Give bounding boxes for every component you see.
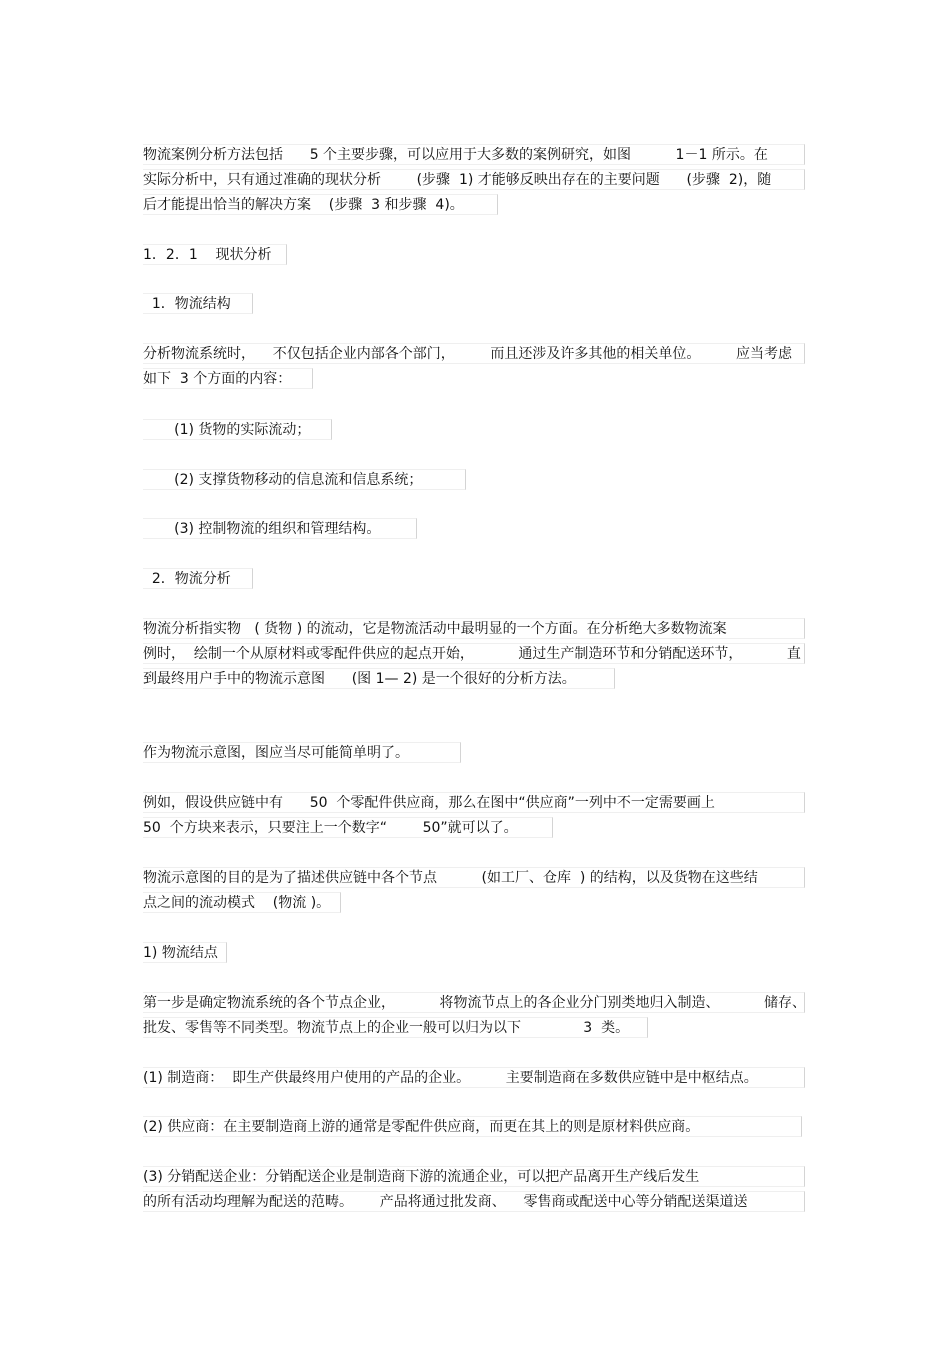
list-item: (3) 控制物流的组织和管理结构。 — [143, 518, 417, 539]
text-line: 例如，假设供应链中有 50 个零配件供应商，那么在图中“供应商”一列中不一定需要画上 — [143, 792, 805, 813]
text-line: 分析物流系统时， 不仅包括企业内部各个部门， 而且还涉及许多其他的相关单位。 应当考虑 — [143, 343, 805, 364]
text-line: 批发、零售等不同类型。物流节点上的企业一般可以归为以下 3 类。 — [143, 1017, 648, 1038]
text-line: 到最终用户手中的物流示意图 (图 1— 2) 是一个很好的分析方法。 — [143, 668, 615, 689]
text-line: 作为物流示意图，图应当尽可能简单明了。 — [143, 742, 461, 763]
list-item: (1) 制造商： 即生产供最终用户使用的产品的企业。 主要制造商在多数供应链中是中枢结点。 — [143, 1067, 805, 1088]
subsection-heading: 1．物流结构 — [143, 293, 253, 314]
text-line: 第一步是确定物流系统的各个节点企业， 将物流节点上的各企业分门别类地归入制造、 储存、 — [143, 992, 805, 1013]
list-item: (2) 支撑货物移动的信息流和信息系统； — [143, 469, 466, 490]
list-item: (3) 分销配送企业：分销配送企业是制造商下游的流通企业，可以把产品离开生产线后发生 — [143, 1166, 805, 1187]
text-line: 如下 3 个方面的内容： — [143, 368, 313, 389]
text-line: 物流案例分析方法包括 5 个主要步骤，可以应用于大多数的案例研究，如图 1－1 所示。在 — [143, 144, 805, 165]
text-line: 物流示意图的目的是为了描述供应链中各个节点 (如工厂、仓库 ) 的结构，以及货物在这些结 — [143, 867, 805, 888]
text-line: 点之间的流动模式 (物流 )。 — [143, 892, 341, 913]
subsection-heading: 1) 物流结点 — [143, 942, 227, 963]
text-line: 后才能提出恰当的解决方案 (步骤 3 和步骤 4)。 — [143, 194, 498, 215]
text-line: 的所有活动均理解为配送的范畴。 产品将通过批发商、 零售商或配送中心等分销配送渠道送 — [143, 1191, 805, 1212]
section-heading: 1．2．1 现状分析 — [143, 244, 287, 265]
subsection-heading: 2．物流分析 — [143, 568, 253, 589]
text-line: 50 个方块来表示，只要注上一个数字“ 50”就可以了。 — [143, 817, 553, 838]
text-line: 物流分析指实物 ( 货物 ) 的流动，它是物流活动中最明显的一个方面。在分析绝大多数物流案 — [143, 618, 805, 639]
text-line: 实际分析中，只有通过准确的现状分析 (步骤 1) 才能够反映出存在的主要问题 (步骤 2)，随 — [143, 169, 805, 190]
list-item: (2) 供应商：在主要制造商上游的通常是零配件供应商，而更在其上的则是原材料供应商。 — [143, 1116, 802, 1137]
text-line: 例时， 绘制一个从原材料或零配件供应的起点开始， 通过生产制造环节和分销配送环节， 直 — [143, 643, 805, 664]
list-item: (1) 货物的实际流动； — [143, 419, 332, 440]
